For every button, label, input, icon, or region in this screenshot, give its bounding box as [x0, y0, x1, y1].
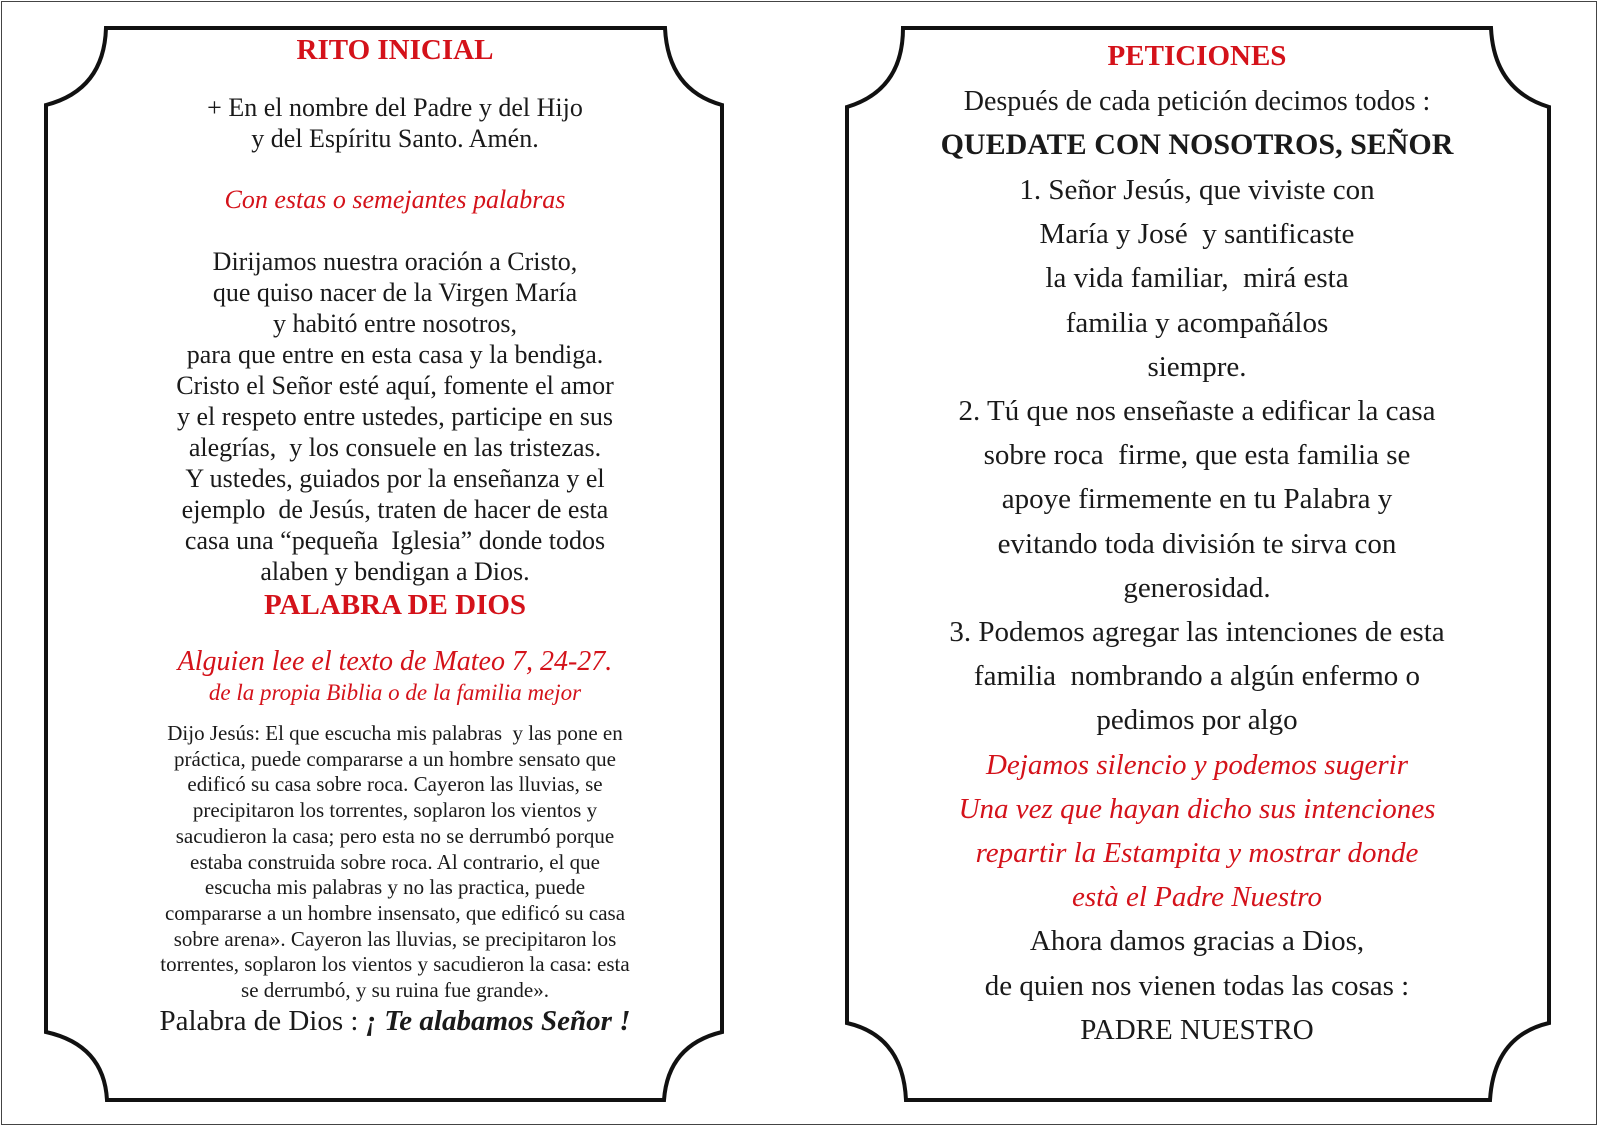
petition-line: pedimos por algo [1096, 704, 1298, 737]
gospel-line: sacudieron la casa; pero esta no se derrumbó porque [175, 823, 615, 848]
gospel-line: precipitaron los torrentes, soplaron los vientos y [192, 798, 598, 823]
gospel-line: compararse a un hombre insensato, que edificó su casa [164, 900, 626, 925]
prayer-line: Y ustedes, guiados por la enseñanza y el [185, 464, 605, 493]
prayer-line: casa una “pequeña Iglesia” donde todos [184, 526, 606, 555]
palabra-de-dios-title: PALABRA DE DIOS [263, 589, 527, 621]
instruction-line: Una vez que hayan dicho sus intenciones [958, 792, 1436, 825]
petition-line: familia y acompañálos [1065, 306, 1329, 339]
peticiones-response: QUEDATE CON NOSOTROS, SEÑOR [940, 128, 1454, 161]
padre-nuestro: PADRE NUESTRO [1080, 1013, 1314, 1046]
prayer-line: alaben y bendigan a Dios. [260, 557, 530, 586]
closing-response: ¡ Te alabamos Señor ! [365, 1004, 631, 1037]
prayer-line: Dirijamos nuestra oración a Cristo, [212, 247, 578, 276]
petition-line: familia nombrando a algún enfermo o [973, 660, 1421, 693]
gospel-block [108, 721, 682, 1004]
closing-prefix: Palabra de Dios : [159, 1004, 366, 1037]
prayer-line: ejemplo de Jesús, traten de hacer de esta [181, 495, 609, 524]
instruction-text: Con estas o semejantes palabras [224, 185, 566, 214]
instruction-line: repartir la Estampita y mostrar donde [975, 837, 1419, 870]
reading-note: de la propia Biblia o de la familia mejor [208, 680, 582, 705]
prayer-line: para que entre en esta casa y la bendiga. [186, 340, 604, 369]
instruction-line: Dejamos silencio y podemos sugerir [985, 748, 1409, 781]
right-card [905, 30, 1489, 1052]
prayer-line: y habitó entre nosotros, [272, 309, 518, 338]
petition-line: generosidad. [1123, 571, 1271, 604]
petition-line: la vida familiar, mirá esta [1045, 262, 1349, 295]
prayer-line: Cristo el Señor esté aquí, fomente el amor [176, 371, 614, 400]
petition-line: 2. Tú que nos enseñaste a edificar la casa [958, 395, 1436, 428]
petitions-block [905, 168, 1489, 743]
prayer-block [108, 246, 682, 587]
instruction-line: està el Padre Nuestro [1072, 881, 1322, 914]
closing-line: de quien nos vienen todas las cosas : [984, 969, 1410, 1002]
gospel-line: sobre arena». Cayeron las lluvias, se precipitaron los [173, 926, 617, 951]
prayer-line: y el respeto entre ustedes, participe en sus [176, 402, 614, 431]
gospel-line: torrentes, soplaron los vientos y sacudieron la casa: esta [160, 952, 630, 977]
gospel-line: se derrumbó, y su ruina fue grande». [241, 978, 549, 1003]
peticiones-title: PETICIONES [1107, 40, 1287, 72]
petition-line: sobre roca firme, que esta familia se [983, 439, 1411, 472]
closing-line: Ahora damos gracias a Dios, [1029, 925, 1365, 958]
gospel-line: edificó su casa sobre roca. Cayeron las lluvias, se [187, 772, 603, 797]
intro-line: y del Espíritu Santo. Amén. [251, 124, 539, 153]
petition-line: siempre. [1147, 350, 1247, 383]
instruction-block [905, 743, 1489, 920]
gospel-line: Dijo Jesús: El que escucha mis palabras y las pone en [167, 721, 623, 745]
gospel-line: escucha mis palabras y no las practica, puede [204, 875, 586, 900]
closing-block [905, 919, 1489, 1052]
gospel-line: práctica, puede compararse a un hombre sensato que [174, 746, 616, 771]
peticiones-intro: Después de cada petición decimos todos : [963, 86, 1431, 117]
petition-line: 3. Podemos agregar las intenciones de esta [949, 616, 1445, 649]
petition-line: 1. Señor Jesús, que viviste con [1019, 174, 1375, 206]
petition-line: María y José y santificaste [1039, 218, 1355, 251]
left-card [108, 30, 682, 1038]
prayer-line: alegrías, y los consuele en las tristezas. [188, 433, 602, 462]
intro-block [108, 92, 682, 154]
closing-line [108, 1004, 682, 1038]
rito-inicial-title: RITO INICIAL [296, 34, 494, 66]
reading-instruction: Alguien lee el texto de Mateo 7, 24-27. [177, 646, 613, 677]
prayer-line: que quiso nacer de la Virgen María [212, 278, 578, 307]
petition-line: evitando toda división te sirva con [997, 527, 1397, 560]
intro-line: + En el nombre del Padre y del Hijo [207, 93, 583, 122]
petition-line: apoye firmemente en tu Palabra y [1001, 483, 1393, 516]
gospel-line: estaba construida sobre roca. Al contrario, el que [190, 849, 600, 874]
